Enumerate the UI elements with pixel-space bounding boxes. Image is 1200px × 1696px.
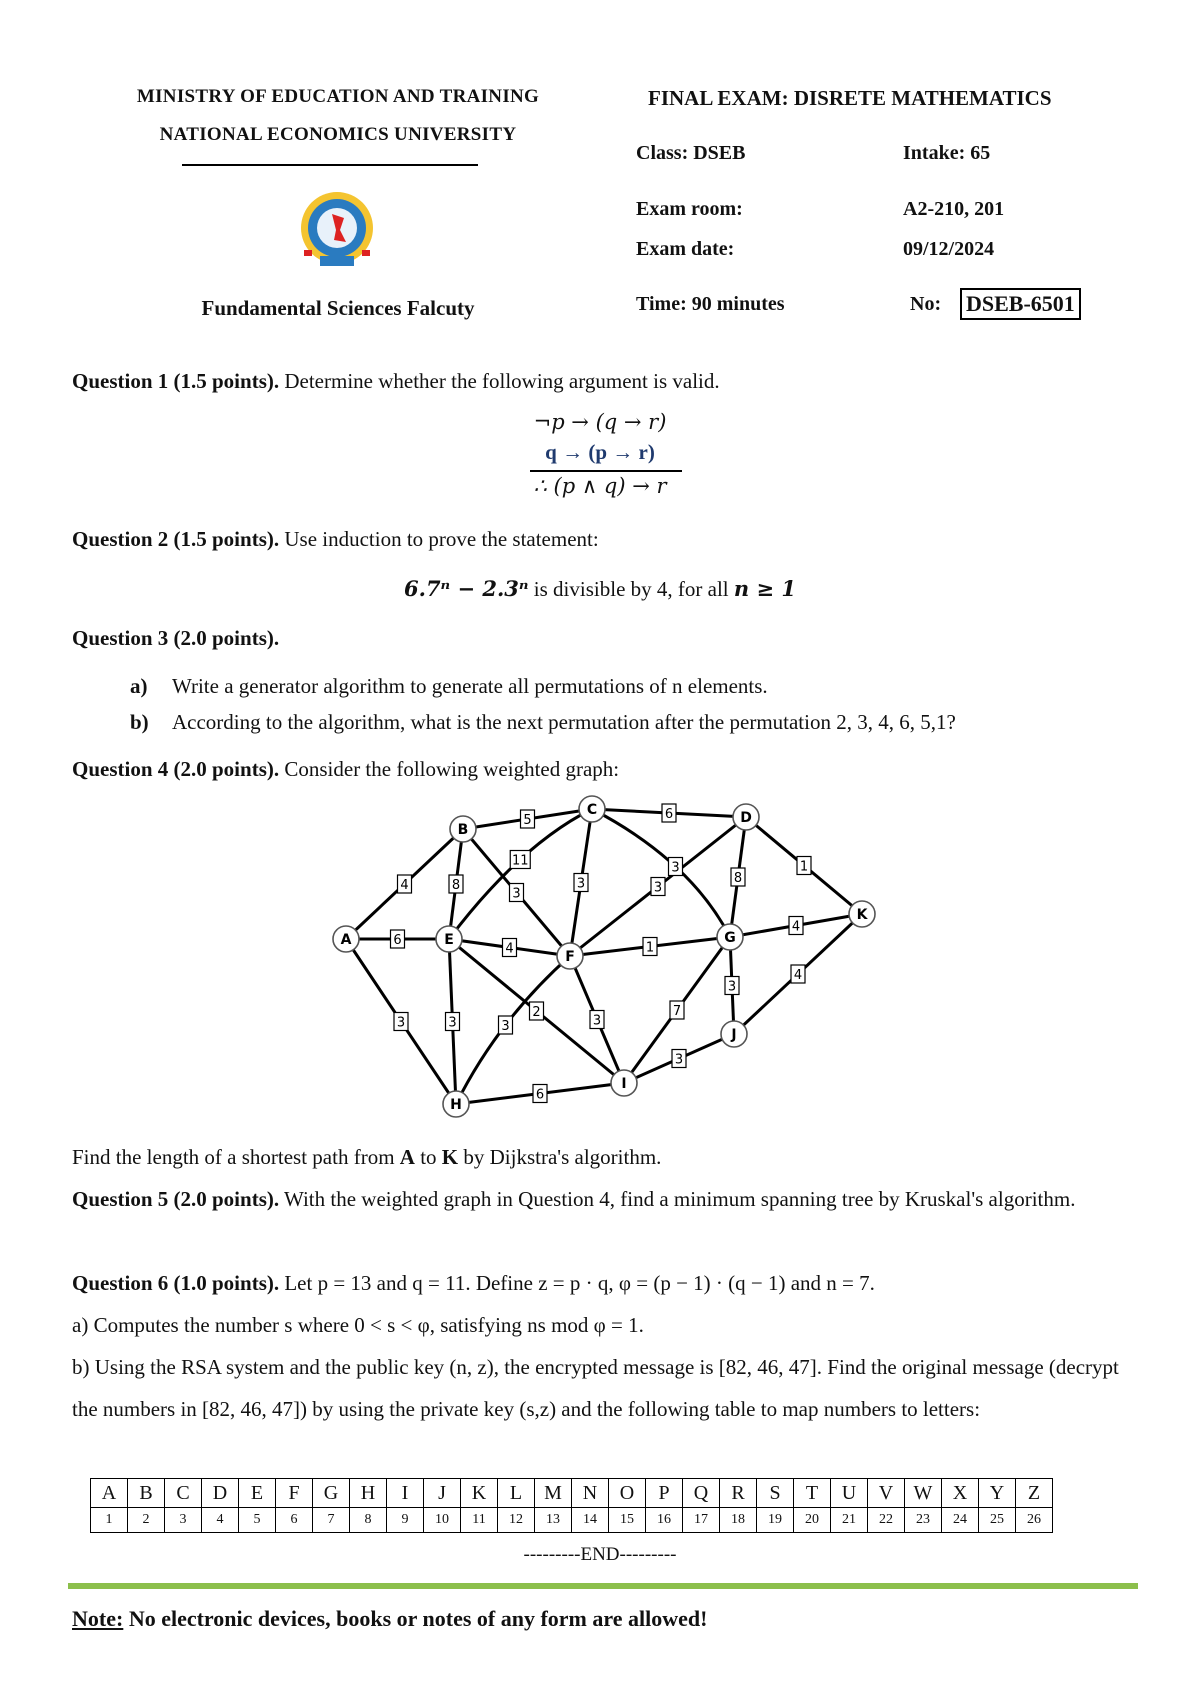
note-text: No electronic devices, books or notes of any form are allowed!	[123, 1606, 708, 1631]
question-4-task-post: by Dijkstra's algorithm.	[458, 1145, 662, 1169]
svg-text:1: 1	[645, 940, 655, 956]
edge-weight-A-E	[391, 930, 405, 948]
svg-text:4: 4	[505, 941, 514, 957]
edge-weight-A-B	[398, 875, 412, 893]
question-2-title: Question 2 (1.5 points).	[72, 527, 280, 551]
edge-weight-F-G	[643, 938, 657, 956]
svg-text:8: 8	[451, 878, 461, 893]
letter-cell: S	[757, 1479, 794, 1508]
letter-cell: I	[387, 1479, 424, 1508]
premise-2: q → (p → r)	[545, 440, 655, 464]
question-6a: a) Computes the number s where 0 < s < φ, satisfying ns mod φ = 1.	[72, 1313, 644, 1337]
number-cell: 11	[461, 1508, 498, 1533]
number-cell: 18	[720, 1508, 757, 1533]
svg-text:4: 4	[793, 968, 803, 983]
note	[72, 1606, 707, 1632]
edge-weight-C-G	[669, 858, 683, 876]
letter-cell: Q	[683, 1479, 720, 1508]
letter-number-table	[90, 1478, 1053, 1533]
number-cell: 10	[424, 1508, 461, 1533]
graph-node-A	[333, 926, 359, 952]
svg-text:3: 3	[671, 860, 680, 876]
number-cell: 19	[757, 1508, 794, 1533]
number-cell: 24	[942, 1508, 979, 1533]
svg-text:1: 1	[799, 859, 809, 875]
edge-weight-F-H	[499, 1016, 513, 1034]
graph-node-K	[849, 901, 875, 927]
edge-weight-E-H	[446, 1013, 460, 1031]
graph-node-H	[443, 1091, 469, 1117]
question-2-expr: 6.7ⁿ − 2.3ⁿ	[404, 576, 529, 601]
question-1-title: Question 1 (1.5 points).	[72, 369, 280, 393]
letter-cell: G	[313, 1479, 350, 1508]
number-cell: 5	[239, 1508, 276, 1533]
number-cell: 25	[979, 1508, 1016, 1533]
svg-text:5: 5	[523, 813, 532, 828]
question-4-task	[72, 1136, 1142, 1178]
letter-cell: F	[276, 1479, 313, 1508]
premise-1: ¬p → (q → r)	[533, 410, 667, 434]
question-6-line1: Let p = 13 and q = 11. Define z = p · q, φ = (p − 1) · (q − 1) and n = 7.	[279, 1271, 875, 1295]
letter-cell: M	[535, 1479, 572, 1508]
edge-weight-D-K	[797, 857, 811, 875]
number-cell: 6	[276, 1508, 313, 1533]
question-4-task-pre: Find the length of a shortest path from	[72, 1145, 400, 1169]
exam-number-box: DSEB-6501	[960, 288, 1081, 320]
question-3a-text: Write a generator algorithm to generate all permutations of n elements.	[172, 674, 768, 698]
svg-text:2: 2	[532, 1005, 541, 1020]
question-3b-text: According to the algorithm, what is the next permutation after the permutation 2, 3, 4, 6, 5,1?	[172, 710, 956, 734]
university-name: NATIONAL ECONOMICS UNIVERSITY	[159, 124, 517, 145]
letter-cell: H	[350, 1479, 387, 1508]
question-2-mid: is divisible by 4, for all	[528, 577, 734, 601]
graph-node-B	[450, 816, 476, 842]
letter-cell: J	[424, 1479, 461, 1508]
svg-text:4: 4	[791, 919, 801, 935]
svg-text:A: A	[340, 932, 352, 948]
faculty-name: Fundamental Sciences Falcuty	[201, 296, 475, 320]
letter-cell: E	[239, 1479, 276, 1508]
letter-cell: U	[831, 1479, 868, 1508]
question-6	[72, 1262, 1142, 1304]
edge-weight-G-J	[725, 977, 739, 995]
edge-weight-B-F	[510, 884, 524, 902]
number-cell: 22	[868, 1508, 905, 1533]
svg-text:6: 6	[664, 807, 674, 822]
question-5-text: With the weighted graph in Question 4, find a minimum spanning tree by Kruskal's algorithm.	[279, 1187, 1076, 1211]
question-4-text: Consider the following weighted graph:	[279, 757, 620, 781]
letter-cell: T	[794, 1479, 831, 1508]
graph-edge-C-G	[592, 809, 730, 937]
number-cell: 16	[646, 1508, 683, 1533]
letter-cell: A	[91, 1479, 128, 1508]
edge-weight-F-I	[590, 1011, 604, 1029]
room-label: Exam room:	[636, 198, 743, 220]
number-cell: 20	[794, 1508, 831, 1533]
svg-text:3: 3	[576, 876, 586, 892]
exam-title: FINAL EXAM: DISRETE MATHEMATICS	[648, 86, 1052, 110]
question-5	[72, 1178, 1142, 1220]
svg-text:3: 3	[653, 880, 663, 896]
svg-text:D: D	[740, 810, 752, 826]
svg-text:8: 8	[733, 871, 743, 886]
number-cell: 8	[350, 1508, 387, 1533]
question-4-to: K	[441, 1145, 459, 1169]
svg-text:C: C	[586, 802, 598, 818]
end-marker: ---------END---------	[523, 1544, 677, 1565]
number-cell: 4	[202, 1508, 239, 1533]
edge-weight-J-K	[791, 965, 805, 983]
number-cell: 1	[91, 1508, 128, 1533]
svg-text:3: 3	[592, 1013, 602, 1029]
svg-text:F: F	[565, 949, 575, 965]
edge-weight-G-I	[670, 1001, 684, 1019]
number-cell: 12	[498, 1508, 535, 1533]
question-3b-label: b)	[130, 710, 149, 734]
edge-weight-E-I	[530, 1002, 544, 1020]
question-4-from: A	[399, 1145, 415, 1169]
question-5-title: Question 5 (2.0 points).	[72, 1187, 280, 1211]
edge-weight-I-J	[672, 1050, 686, 1068]
letter-cell: R	[720, 1479, 757, 1508]
time-label: Time: 90 minutes	[636, 293, 785, 315]
edge-weight-C-E	[510, 851, 530, 869]
svg-text:4: 4	[400, 878, 409, 893]
graph-node-E	[436, 926, 462, 952]
graph-node-F	[557, 943, 583, 969]
edge-weight-B-C	[521, 810, 535, 828]
question-3a-label: a)	[130, 674, 148, 698]
graph-node-C	[579, 796, 605, 822]
svg-text:I: I	[621, 1076, 627, 1092]
letter-cell: W	[905, 1479, 942, 1508]
letter-cell: D	[202, 1479, 239, 1508]
edge-weight-B-E	[449, 875, 463, 893]
number-cell: 17	[683, 1508, 720, 1533]
question-2-text: Use induction to prove the statement:	[279, 527, 599, 551]
edge-weight-E-F	[503, 939, 517, 957]
number-cell: 9	[387, 1508, 424, 1533]
date-value: 09/12/2024	[903, 238, 995, 260]
number-cell: 13	[535, 1508, 572, 1533]
letters-row	[91, 1479, 1053, 1508]
svg-text:G: G	[724, 930, 736, 946]
svg-text:3: 3	[501, 1019, 510, 1034]
letter-cell: V	[868, 1479, 905, 1508]
footer-divider	[68, 1583, 1138, 1589]
class-label: Class: DSEB	[636, 142, 746, 164]
date-label: Exam date:	[636, 238, 735, 260]
ministry-name: MINISTRY OF EDUCATION AND TRAINING	[136, 86, 540, 107]
edge-weight-H-I	[533, 1085, 547, 1103]
letter-cell: N	[572, 1479, 609, 1508]
question-4-to-word: to	[414, 1145, 442, 1169]
number-cell: 7	[313, 1508, 350, 1533]
number-cell: 2	[128, 1508, 165, 1533]
svg-text:E: E	[444, 932, 454, 948]
letter-cell: L	[498, 1479, 535, 1508]
question-1-text: Determine whether the following argument is valid.	[279, 369, 720, 393]
graph-node-I	[611, 1070, 637, 1096]
svg-text:11: 11	[511, 853, 529, 869]
edge-weight-C-F	[574, 874, 588, 892]
svg-text:K: K	[856, 907, 868, 923]
question-3-title: Question 3 (2.0 points).	[72, 626, 280, 650]
svg-text:6: 6	[535, 1087, 545, 1103]
letter-cell: O	[609, 1479, 646, 1508]
svg-text:3: 3	[727, 979, 737, 995]
number-cell: 26	[1016, 1508, 1053, 1533]
question-4-title: Question 4 (2.0 points).	[72, 757, 280, 781]
svg-text:3: 3	[396, 1015, 406, 1031]
room-value: A2-210, 201	[903, 198, 1005, 220]
number-cell: 23	[905, 1508, 942, 1533]
letter-cell: B	[128, 1479, 165, 1508]
question-2-cond: n ≥ 1	[733, 576, 796, 601]
question-6b: b) Using the RSA system and the public key (n, z), the encrypted message is [82, 46, 47]. Find the original message (decrypt the numbers in [82, 46, 47]) by using the private key (s,z) and the following table to map numbers to letters:	[72, 1355, 1119, 1421]
svg-text:3: 3	[448, 1015, 457, 1031]
svg-text:6: 6	[393, 933, 402, 948]
note-label: Note:	[72, 1606, 124, 1631]
svg-text:7: 7	[672, 1004, 682, 1019]
svg-text:B: B	[457, 822, 469, 838]
letter-cell: X	[942, 1479, 979, 1508]
svg-text:3: 3	[674, 1052, 684, 1068]
intake-label: Intake: 65	[903, 142, 991, 164]
letter-cell: Z	[1016, 1479, 1053, 1508]
edge-weight-A-H	[394, 1013, 408, 1031]
letter-cell: Y	[979, 1479, 1016, 1508]
letter-cell: C	[165, 1479, 202, 1508]
letter-cell: P	[646, 1479, 683, 1508]
number-cell: 3	[165, 1508, 202, 1533]
edge-weight-D-F	[651, 878, 665, 896]
graph-node-D	[733, 804, 759, 830]
svg-text:H: H	[450, 1097, 462, 1113]
graph-node-J	[721, 1021, 747, 1047]
conclusion: ∴ (p ∧ q) → r	[533, 474, 667, 498]
exam-number-label: No:	[910, 293, 942, 315]
svg-text:J: J	[731, 1027, 737, 1043]
question-6-title: Question 6 (1.0 points).	[72, 1271, 280, 1295]
number-cell: 15	[609, 1508, 646, 1533]
svg-text:3: 3	[512, 886, 521, 902]
edge-weight-C-D	[662, 804, 676, 822]
numbers-row	[91, 1508, 1053, 1533]
number-cell: 14	[572, 1508, 609, 1533]
edge-weight-G-K	[789, 917, 803, 935]
graph-node-G	[717, 924, 743, 950]
letter-cell: K	[461, 1479, 498, 1508]
edge-weight-D-G	[731, 868, 745, 886]
number-cell: 21	[831, 1508, 868, 1533]
